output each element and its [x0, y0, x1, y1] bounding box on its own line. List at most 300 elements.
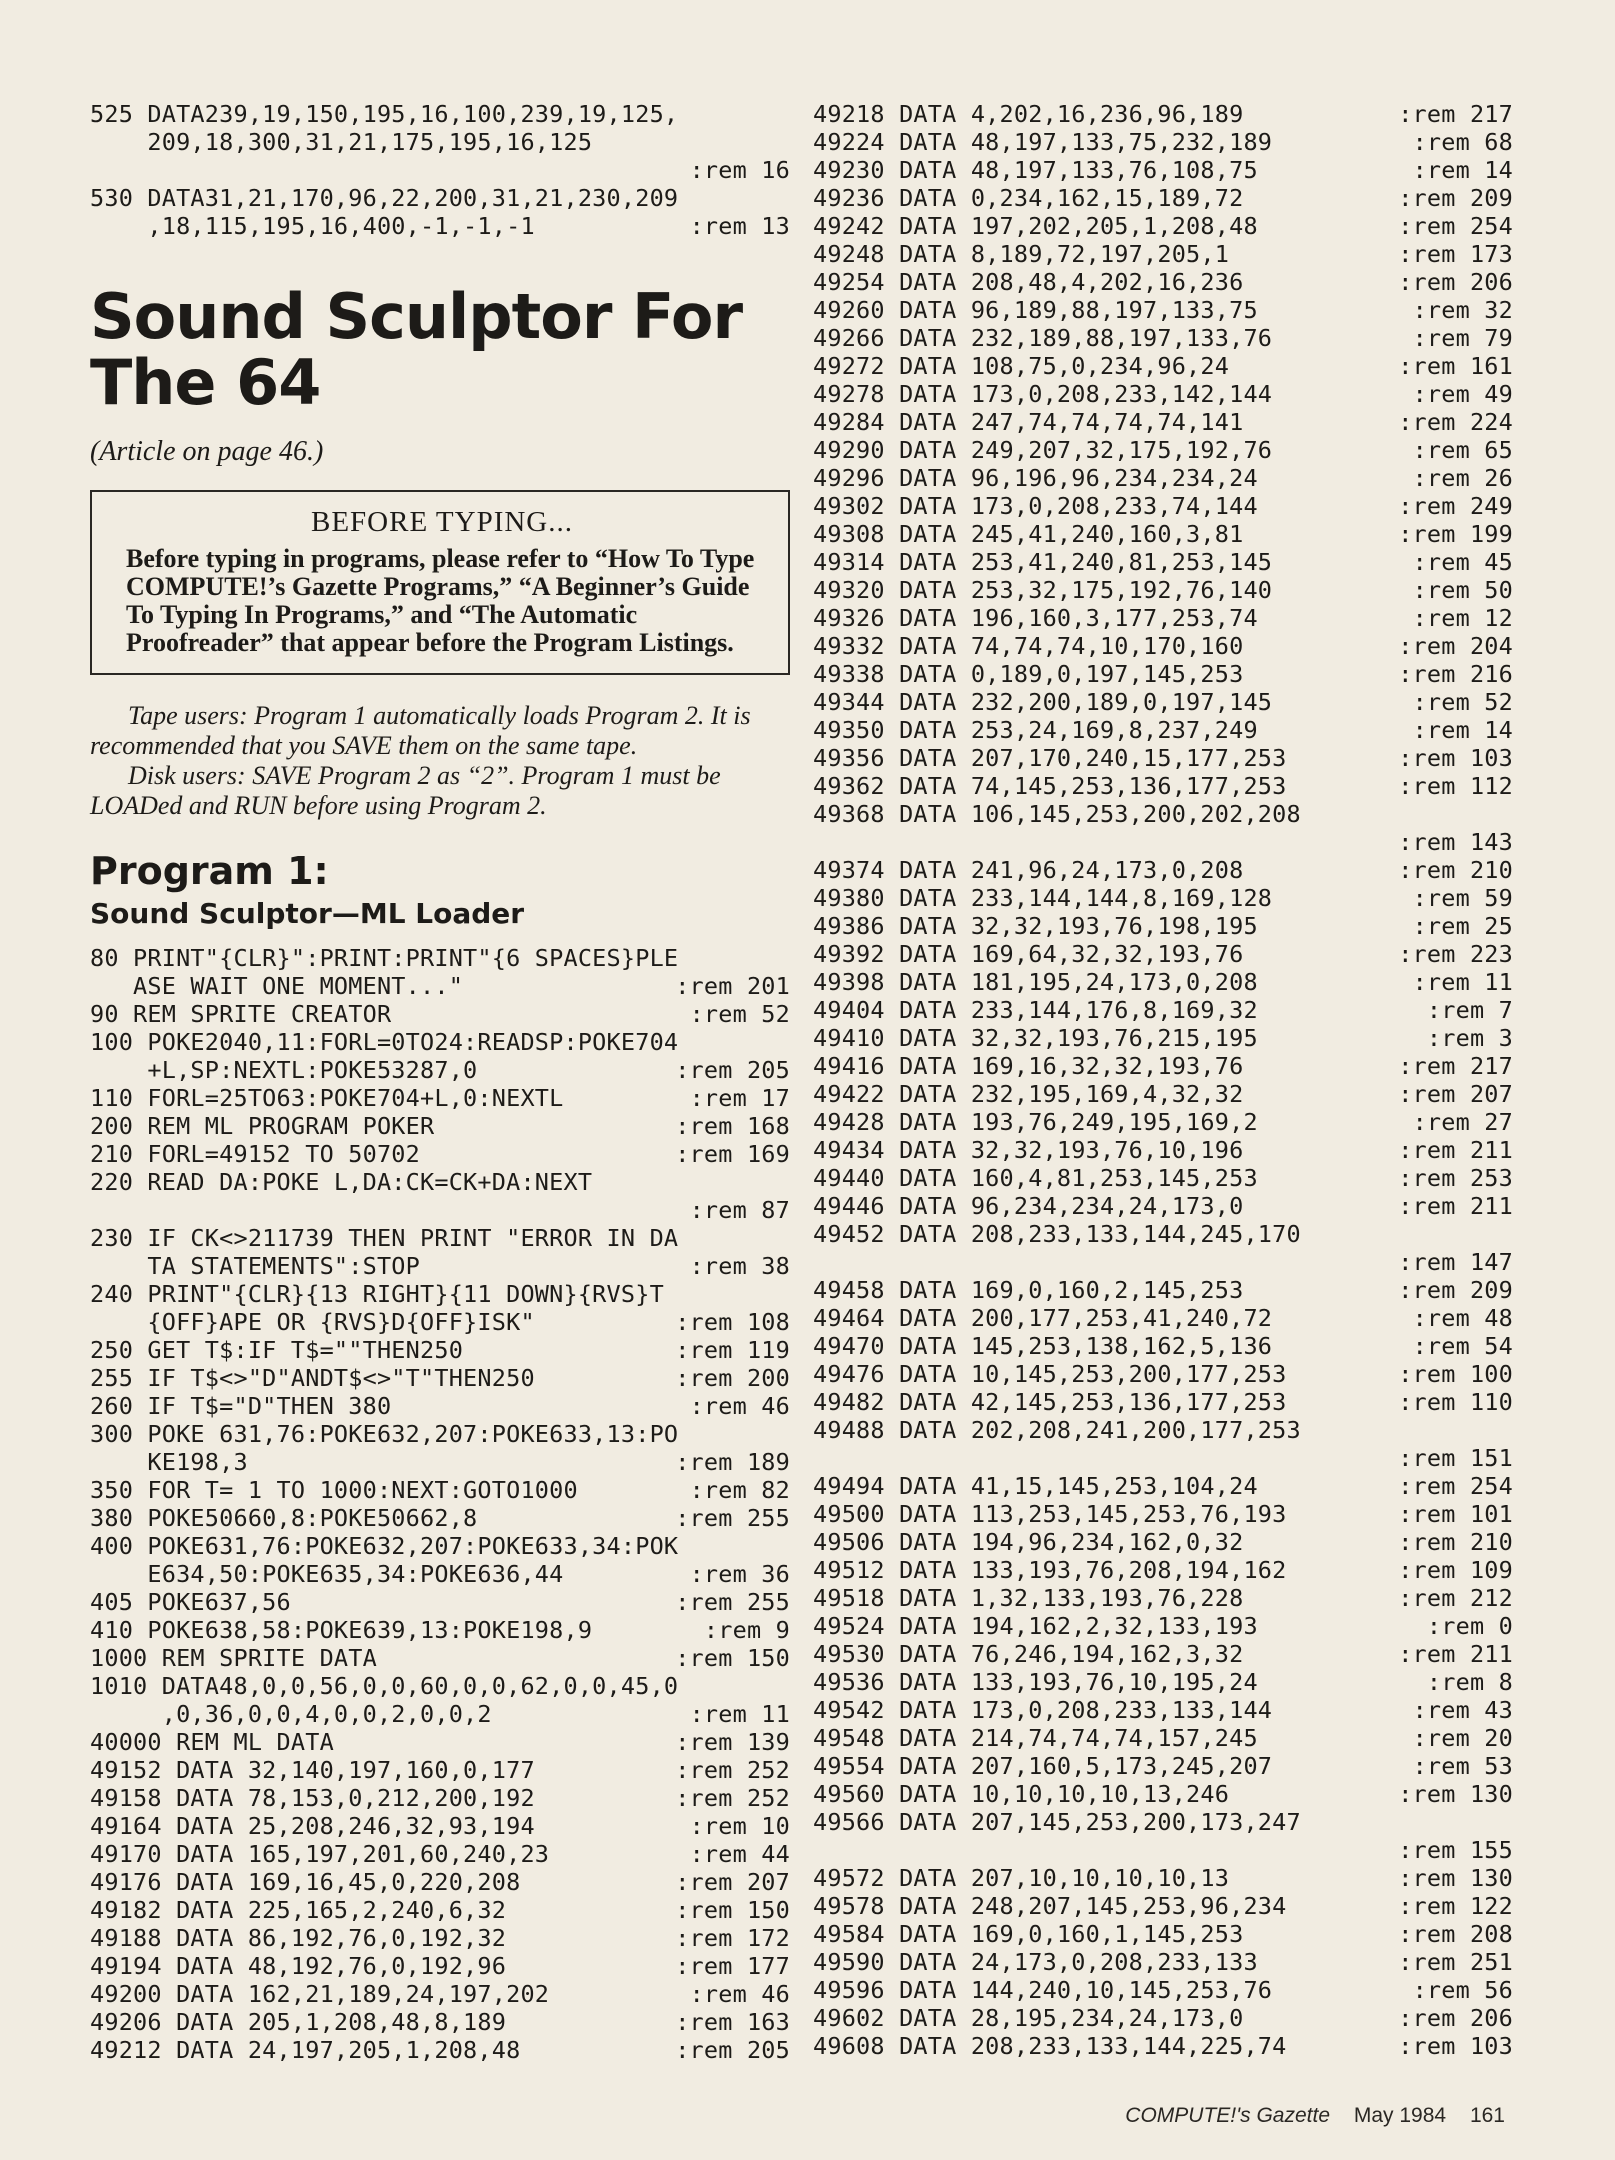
- code-text: 49344 DATA 232,200,189,0,197,145: [813, 688, 1273, 716]
- checksum: :rem 3: [1426, 1024, 1513, 1052]
- code-text: 49566 DATA 207,145,253,200,173,247: [813, 1808, 1301, 1836]
- checksum: [782, 1672, 790, 1700]
- code-text: 49284 DATA 247,74,74,74,74,141: [813, 408, 1244, 436]
- checksum: :rem 150: [675, 1896, 790, 1924]
- code-line: [90, 1028, 790, 1056]
- code-text: 49374 DATA 241,96,24,173,0,208: [813, 856, 1244, 884]
- code-text: 49230 DATA 48,197,133,76,108,75: [813, 156, 1258, 184]
- code-line: [813, 436, 1513, 464]
- checksum: :rem 209: [1398, 1276, 1513, 1304]
- checksum: :rem 208: [1398, 1920, 1513, 1948]
- checksum: :rem 210: [1398, 1528, 1513, 1556]
- code-text: 1000 REM SPRITE DATA: [90, 1644, 377, 1672]
- code-line: [90, 128, 790, 156]
- code-line: [90, 1448, 790, 1476]
- code-line: [90, 1224, 790, 1252]
- program-heading: Program 1:: [90, 849, 329, 893]
- code-text: 530 DATA31,21,170,96,22,200,31,21,230,209: [90, 184, 679, 212]
- code-text: 49236 DATA 0,234,162,15,189,72: [813, 184, 1244, 212]
- checksum: :rem 14: [1412, 156, 1513, 184]
- code-line: [813, 1696, 1513, 1724]
- code-line: [813, 1640, 1513, 1668]
- code-line: [90, 1140, 790, 1168]
- checksum: :rem 207: [675, 1868, 790, 1896]
- checksum: :rem 25: [1412, 912, 1513, 940]
- code-text: 260 IF T$="D"THEN 380: [90, 1392, 392, 1420]
- code-text: 49272 DATA 108,75,0,234,96,24: [813, 352, 1230, 380]
- code-text: 49440 DATA 160,4,81,253,145,253: [813, 1164, 1258, 1192]
- box-heading: BEFORE TYPING...: [311, 506, 573, 538]
- code-line: [813, 1808, 1513, 1836]
- code-text: 49164 DATA 25,208,246,32,93,194: [90, 1812, 535, 1840]
- code-text: 49602 DATA 28,195,234,24,173,0: [813, 2004, 1244, 2032]
- code-line: [90, 1756, 790, 1784]
- code-line: [90, 1812, 790, 1840]
- checksum: :rem 161: [1398, 352, 1513, 380]
- checksum: :rem 119: [675, 1336, 790, 1364]
- checksum: :rem 103: [1398, 744, 1513, 772]
- code-line: [813, 604, 1513, 632]
- checksum: :rem 205: [675, 2036, 790, 2064]
- code-line: [90, 1896, 790, 1924]
- code-text: ASE WAIT ONE MOMENT...": [90, 972, 464, 1000]
- checksum: :rem 209: [1398, 184, 1513, 212]
- code-text: 49560 DATA 10,10,10,10,13,246: [813, 1780, 1230, 1808]
- code-line: [90, 1476, 790, 1504]
- code-line: [813, 2032, 1513, 2060]
- code-text: 90 REM SPRITE CREATOR: [90, 1000, 392, 1028]
- code-line: [90, 1504, 790, 1532]
- checksum: :rem 207: [1398, 1080, 1513, 1108]
- code-text: TA STATEMENTS":STOP: [90, 1252, 421, 1280]
- code-line: [813, 296, 1513, 324]
- code-text: 410 POKE638,58:POKE639,13:POKE198,9: [90, 1616, 593, 1644]
- code-line: [90, 1532, 790, 1560]
- checksum: :rem 59: [1412, 884, 1513, 912]
- tape-note: Tape users: Program 1 automatically loads Program 2. It is recommended that you SAVE them on the same tape.: [90, 701, 751, 760]
- code-text: 49260 DATA 96,189,88,197,133,75: [813, 296, 1258, 324]
- checksum: :rem 11: [689, 1700, 790, 1728]
- checksum: :rem 173: [1398, 240, 1513, 268]
- code-text: 49320 DATA 253,32,175,192,76,140: [813, 576, 1273, 604]
- checksum: :rem 36: [689, 1560, 790, 1588]
- code-line: [90, 1588, 790, 1616]
- code-line: [813, 1668, 1513, 1696]
- checksum: :rem 216: [1398, 660, 1513, 688]
- code-text: 49242 DATA 197,202,205,1,208,48: [813, 212, 1258, 240]
- checksum: :rem 103: [1398, 2032, 1513, 2060]
- checksum: :rem 253: [1398, 1164, 1513, 1192]
- code-text: 49530 DATA 76,246,194,162,3,32: [813, 1640, 1244, 1668]
- code-text: 49422 DATA 232,195,169,4,32,32: [813, 1080, 1244, 1108]
- code-line: [813, 156, 1513, 184]
- program-subheading: Sound Sculptor—ML Loader: [90, 897, 525, 930]
- code-text: 49476 DATA 10,145,253,200,177,253: [813, 1360, 1287, 1388]
- code-line: [90, 1672, 790, 1700]
- code-text: 100 POKE2040,11:FORL=0TO24:READSP:POKE704: [90, 1028, 679, 1056]
- checksum: :rem 206: [1398, 268, 1513, 296]
- code-line: [90, 1392, 790, 1420]
- code-text: 49176 DATA 169,16,45,0,220,208: [90, 1868, 521, 1896]
- checksum: :rem 255: [675, 1504, 790, 1532]
- code-line: [813, 996, 1513, 1024]
- code-line: [813, 1164, 1513, 1192]
- checksum: [1505, 1220, 1513, 1248]
- code-line: [813, 1388, 1513, 1416]
- code-text: ,18,115,195,16,400,-1,-1,-1: [90, 212, 535, 240]
- checksum: :rem 16: [689, 156, 790, 184]
- code-line: [813, 1948, 1513, 1976]
- checksum: :rem 189: [675, 1448, 790, 1476]
- page-footer: [1107, 2104, 1505, 2128]
- checksum: :rem 252: [675, 1784, 790, 1812]
- code-line: [90, 1168, 790, 1196]
- code-line: [813, 268, 1513, 296]
- code-line: [813, 1052, 1513, 1080]
- code-text: 80 PRINT"{CLR}":PRINT:PRINT"{6 SPACES}PLE: [90, 944, 679, 972]
- checksum: :rem 217: [1398, 1052, 1513, 1080]
- code-text: 49584 DATA 169,0,160,1,145,253: [813, 1920, 1244, 1948]
- code-line: [813, 1528, 1513, 1556]
- code-text: 49446 DATA 96,234,234,24,173,0: [813, 1192, 1244, 1220]
- code-line: [813, 744, 1513, 772]
- before-typing-box: [90, 490, 790, 675]
- checksum: :rem 212: [1398, 1584, 1513, 1612]
- checksum: :rem 10: [689, 1812, 790, 1840]
- checksum: :rem 11: [1412, 968, 1513, 996]
- code-line: [90, 1868, 790, 1896]
- code-line: [813, 1276, 1513, 1304]
- checksum: [782, 1028, 790, 1056]
- code-line: [813, 856, 1513, 884]
- code-text: 49524 DATA 194,162,2,32,133,193: [813, 1612, 1258, 1640]
- code-line: [813, 1584, 1513, 1612]
- code-line: [813, 772, 1513, 800]
- code-line: [813, 1500, 1513, 1528]
- code-text: 49362 DATA 74,145,253,136,177,253: [813, 772, 1287, 800]
- code-line: [90, 1364, 790, 1392]
- code-text: 49554 DATA 207,160,5,173,245,207: [813, 1752, 1273, 1780]
- checksum: :rem 32: [1412, 296, 1513, 324]
- code-text: 49326 DATA 196,160,3,177,253,74: [813, 604, 1258, 632]
- code-text: 49212 DATA 24,197,205,1,208,48: [90, 2036, 521, 2064]
- code-line: [813, 632, 1513, 660]
- code-text: 49392 DATA 169,64,32,32,193,76: [813, 940, 1244, 968]
- checksum: :rem 224: [1398, 408, 1513, 436]
- checksum: :rem 249: [1398, 492, 1513, 520]
- code-line: [90, 2008, 790, 2036]
- checksum: :rem 82: [689, 1476, 790, 1504]
- code-text: 400 POKE631,76:POKE632,207:POKE633,34:POK: [90, 1532, 679, 1560]
- checksum: :rem 169: [675, 1140, 790, 1168]
- code-text: 49548 DATA 214,74,74,74,157,245: [813, 1724, 1258, 1752]
- code-text: 49368 DATA 106,145,253,200,202,208: [813, 800, 1301, 828]
- code-text: 49452 DATA 208,233,133,144,245,170: [813, 1220, 1301, 1248]
- checksum: :rem 53: [1412, 1752, 1513, 1780]
- code-line: [90, 1784, 790, 1812]
- code-text: 525 DATA239,19,150,195,16,100,239,19,125,: [90, 100, 679, 128]
- checksum: :rem 223: [1398, 940, 1513, 968]
- checksum: :rem 139: [675, 1728, 790, 1756]
- code-line: [90, 1308, 790, 1336]
- checksum: :rem 46: [689, 1392, 790, 1420]
- code-text: 49464 DATA 200,177,253,41,240,72: [813, 1304, 1273, 1332]
- checksum: :rem 101: [1398, 1500, 1513, 1528]
- box-text: Before typing in programs, please refer to “How To Type COMPUTE!’s Gazette Programs,” “A Beginner’s Guide To Typing In Programs,” and “The Automatic Proofreader” that appear before the Program Listings.: [126, 544, 755, 657]
- title-line-1: Sound Sculptor For: [90, 280, 743, 353]
- code-line: [813, 1864, 1513, 1892]
- code-line: [813, 1192, 1513, 1220]
- code-text: 350 FOR T= 1 TO 1000:NEXT:GOTO1000: [90, 1476, 578, 1504]
- code-text: 49428 DATA 193,76,249,195,169,2: [813, 1108, 1258, 1136]
- code-text: 49350 DATA 253,24,169,8,237,249: [813, 716, 1258, 744]
- code-text: +L,SP:NEXTL:POKE53287,0: [90, 1056, 478, 1084]
- code-line: [90, 1112, 790, 1140]
- checksum: :rem 17: [689, 1084, 790, 1112]
- code-text: 49572 DATA 207,10,10,10,10,13: [813, 1864, 1230, 1892]
- left-column: [90, 100, 790, 2064]
- code-text: 49458 DATA 169,0,160,2,145,253: [813, 1276, 1244, 1304]
- code-line: [813, 324, 1513, 352]
- listing-continuation: [90, 100, 790, 240]
- code-text: 49356 DATA 207,170,240,15,177,253: [813, 744, 1287, 772]
- code-line: [813, 548, 1513, 576]
- page-reference: (Article on page 46.): [90, 436, 324, 467]
- checksum: :rem 205: [675, 1056, 790, 1084]
- checksum: :rem 211: [1398, 1640, 1513, 1668]
- code-text: KE198,3: [90, 1448, 248, 1476]
- code-text: 49224 DATA 48,197,133,75,232,189: [813, 128, 1273, 156]
- checksum: :rem 255: [675, 1588, 790, 1616]
- checksum: [782, 1168, 790, 1196]
- checksum: :rem 201: [675, 972, 790, 1000]
- code-line: [813, 884, 1513, 912]
- code-text: 49380 DATA 233,144,144,8,169,128: [813, 884, 1273, 912]
- code-line: [90, 1196, 790, 1224]
- checksum: :rem 150: [675, 1644, 790, 1672]
- code-line: [813, 1752, 1513, 1780]
- checksum: [782, 100, 790, 128]
- checksum: :rem 108: [675, 1308, 790, 1336]
- code-line: [90, 184, 790, 212]
- checksum: :rem 130: [1398, 1780, 1513, 1808]
- checksum: :rem 52: [689, 1000, 790, 1028]
- code-line: [813, 1444, 1513, 1472]
- code-line: [90, 212, 790, 240]
- code-text: 250 GET T$:IF T$=""THEN250: [90, 1336, 464, 1364]
- code-line: [813, 464, 1513, 492]
- code-line: [813, 352, 1513, 380]
- checksum: :rem 87: [689, 1196, 790, 1224]
- page-number: 161: [1469, 2104, 1505, 2127]
- checksum: :rem 130: [1398, 1864, 1513, 1892]
- checksum: :rem 210: [1398, 856, 1513, 884]
- code-line: [90, 1952, 790, 1980]
- checksum: :rem 13: [689, 212, 790, 240]
- code-text: 49482 DATA 42,145,253,136,177,253: [813, 1388, 1287, 1416]
- code-line: [813, 408, 1513, 436]
- code-text: 49590 DATA 24,173,0,208,233,133: [813, 1948, 1258, 1976]
- code-line: [90, 944, 790, 972]
- code-text: 49512 DATA 133,193,76,208,194,162: [813, 1556, 1287, 1584]
- code-text: 49434 DATA 32,32,193,76,10,196: [813, 1136, 1244, 1164]
- checksum: :rem 254: [1398, 212, 1513, 240]
- ml-data-listing: [813, 100, 1513, 2060]
- checksum: :rem 163: [675, 2008, 790, 2036]
- code-line: [813, 912, 1513, 940]
- code-text: 49506 DATA 194,96,234,162,0,32: [813, 1528, 1244, 1556]
- code-line: [90, 1924, 790, 1952]
- checksum: :rem 8: [1426, 1668, 1513, 1696]
- checksum: [782, 184, 790, 212]
- code-line: [90, 1280, 790, 1308]
- checksum: :rem 109: [1398, 1556, 1513, 1584]
- code-line: [90, 1616, 790, 1644]
- checksum: :rem 79: [1412, 324, 1513, 352]
- code-text: 240 PRINT"{CLR}{13 RIGHT}{11 DOWN}{RVS}T: [90, 1280, 664, 1308]
- code-line: [813, 1920, 1513, 1948]
- checksum: :rem 50: [1412, 576, 1513, 604]
- checksum: :rem 45: [1412, 548, 1513, 576]
- code-line: [813, 1360, 1513, 1388]
- code-text: 49290 DATA 249,207,32,175,192,76: [813, 436, 1273, 464]
- code-text: 49488 DATA 202,208,241,200,177,253: [813, 1416, 1301, 1444]
- code-line: [813, 1220, 1513, 1248]
- code-line: [813, 716, 1513, 744]
- code-text: 49338 DATA 0,189,0,197,145,253: [813, 660, 1244, 688]
- code-text: 49542 DATA 173,0,208,233,133,144: [813, 1696, 1273, 1724]
- code-line: [813, 492, 1513, 520]
- code-line: [90, 972, 790, 1000]
- checksum: [782, 1532, 790, 1560]
- code-line: [813, 1724, 1513, 1752]
- code-text: 49296 DATA 96,196,96,234,234,24: [813, 464, 1258, 492]
- code-line: [813, 940, 1513, 968]
- checksum: :rem 155: [1398, 1836, 1513, 1864]
- program1-listing: [90, 944, 790, 2064]
- checksum: :rem 143: [1398, 828, 1513, 856]
- checksum: [782, 128, 790, 156]
- code-line: [813, 520, 1513, 548]
- checksum: :rem 48: [1412, 1304, 1513, 1332]
- code-text: 210 FORL=49152 TO 50702: [90, 1140, 421, 1168]
- code-line: [90, 156, 790, 184]
- code-line: [90, 1980, 790, 2008]
- checksum: [782, 1420, 790, 1448]
- code-line: [90, 1420, 790, 1448]
- checksum: :rem 168: [675, 1112, 790, 1140]
- code-text: 49410 DATA 32,32,193,76,215,195: [813, 1024, 1258, 1052]
- code-line: [90, 1728, 790, 1756]
- checksum: :rem 0: [1426, 1612, 1513, 1640]
- checksum: :rem 200: [675, 1364, 790, 1392]
- code-text: 49152 DATA 32,140,197,160,0,177: [90, 1756, 535, 1784]
- code-text: 49194 DATA 48,192,76,0,192,96: [90, 1952, 507, 1980]
- code-text: 49170 DATA 165,197,201,60,240,23: [90, 1840, 550, 1868]
- code-line: [90, 1336, 790, 1364]
- code-line: [813, 828, 1513, 856]
- checksum: :rem 112: [1398, 772, 1513, 800]
- code-line: [813, 968, 1513, 996]
- code-text: E634,50:POKE635,34:POKE636,44: [90, 1560, 564, 1588]
- code-line: [813, 1248, 1513, 1276]
- code-text: 49404 DATA 233,144,176,8,169,32: [813, 996, 1258, 1024]
- code-text: 49188 DATA 86,192,76,0,192,32: [90, 1924, 507, 1952]
- checksum: :rem 44: [689, 1840, 790, 1868]
- code-text: 49182 DATA 225,165,2,240,6,32: [90, 1896, 507, 1924]
- checksum: :rem 211: [1398, 1136, 1513, 1164]
- code-line: [813, 1612, 1513, 1640]
- code-line: [90, 1000, 790, 1028]
- code-text: 49398 DATA 181,195,24,173,0,208: [813, 968, 1258, 996]
- code-text: 255 IF T$<>"D"ANDT$<>"T"THEN250: [90, 1364, 535, 1392]
- code-text: 380 POKE50660,8:POKE50662,8: [90, 1504, 478, 1532]
- code-text: 49500 DATA 113,253,145,253,76,193: [813, 1500, 1287, 1528]
- code-line: [813, 576, 1513, 604]
- code-text: 49314 DATA 253,41,240,81,253,145: [813, 548, 1273, 576]
- checksum: :rem 110: [1398, 1388, 1513, 1416]
- checksum: :rem 199: [1398, 520, 1513, 548]
- checksum: :rem 52: [1412, 688, 1513, 716]
- code-text: 220 READ DA:POKE L,DA:CK=CK+DA:NEXT: [90, 1168, 593, 1196]
- code-line: [813, 1416, 1513, 1444]
- checksum: [1505, 1416, 1513, 1444]
- right-column: [813, 100, 1513, 2060]
- checksum: :rem 43: [1412, 1696, 1513, 1724]
- checksum: :rem 177: [675, 1952, 790, 1980]
- code-text: 1010 DATA48,0,0,56,0,0,60,0,0,62,0,0,45,0: [90, 1672, 679, 1700]
- checksum: :rem 151: [1398, 1444, 1513, 1472]
- checksum: [782, 1280, 790, 1308]
- code-text: 49278 DATA 173,0,208,233,142,144: [813, 380, 1273, 408]
- code-text: 49266 DATA 232,189,88,197,133,76: [813, 324, 1273, 352]
- code-line: [813, 184, 1513, 212]
- code-text: 49596 DATA 144,240,10,145,253,76: [813, 1976, 1273, 2004]
- code-text: 49332 DATA 74,74,74,10,170,160: [813, 632, 1244, 660]
- checksum: :rem 204: [1398, 632, 1513, 660]
- checksum: :rem 27: [1412, 1108, 1513, 1136]
- code-line: [813, 1472, 1513, 1500]
- code-text: 49470 DATA 145,253,138,162,5,136: [813, 1332, 1273, 1360]
- checksum: :rem 49: [1412, 380, 1513, 408]
- code-line: [813, 128, 1513, 156]
- code-line: [90, 1840, 790, 1868]
- checksum: :rem 172: [675, 1924, 790, 1952]
- checksum: :rem 9: [703, 1616, 790, 1644]
- code-line: [813, 1024, 1513, 1052]
- code-line: [813, 1136, 1513, 1164]
- code-text: ,0,36,0,0,4,0,0,2,0,0,2: [90, 1700, 492, 1728]
- code-line: [813, 1332, 1513, 1360]
- checksum: :rem 68: [1412, 128, 1513, 156]
- code-line: [813, 100, 1513, 128]
- code-line: [813, 1108, 1513, 1136]
- magazine-name: COMPUTE!'s Gazette: [1125, 2104, 1331, 2127]
- code-text: 110 FORL=25TO63:POKE704+L,0:NEXTL: [90, 1084, 564, 1112]
- code-text: {OFF}APE OR {RVS}D{OFF}ISK": [90, 1308, 535, 1336]
- code-text: 200 REM ML PROGRAM POKER: [90, 1112, 435, 1140]
- code-text: 209,18,300,31,21,175,195,16,125: [90, 128, 593, 156]
- code-line: [813, 1836, 1513, 1864]
- code-text: 49518 DATA 1,32,133,193,76,228: [813, 1584, 1244, 1612]
- code-text: 49308 DATA 245,41,240,160,3,81: [813, 520, 1244, 548]
- code-line: [813, 1892, 1513, 1920]
- checksum: [1505, 1808, 1513, 1836]
- checksum: :rem 206: [1398, 2004, 1513, 2032]
- article-title: [90, 280, 790, 419]
- issue-date: May 1984: [1353, 2104, 1447, 2127]
- checksum: :rem 254: [1398, 1472, 1513, 1500]
